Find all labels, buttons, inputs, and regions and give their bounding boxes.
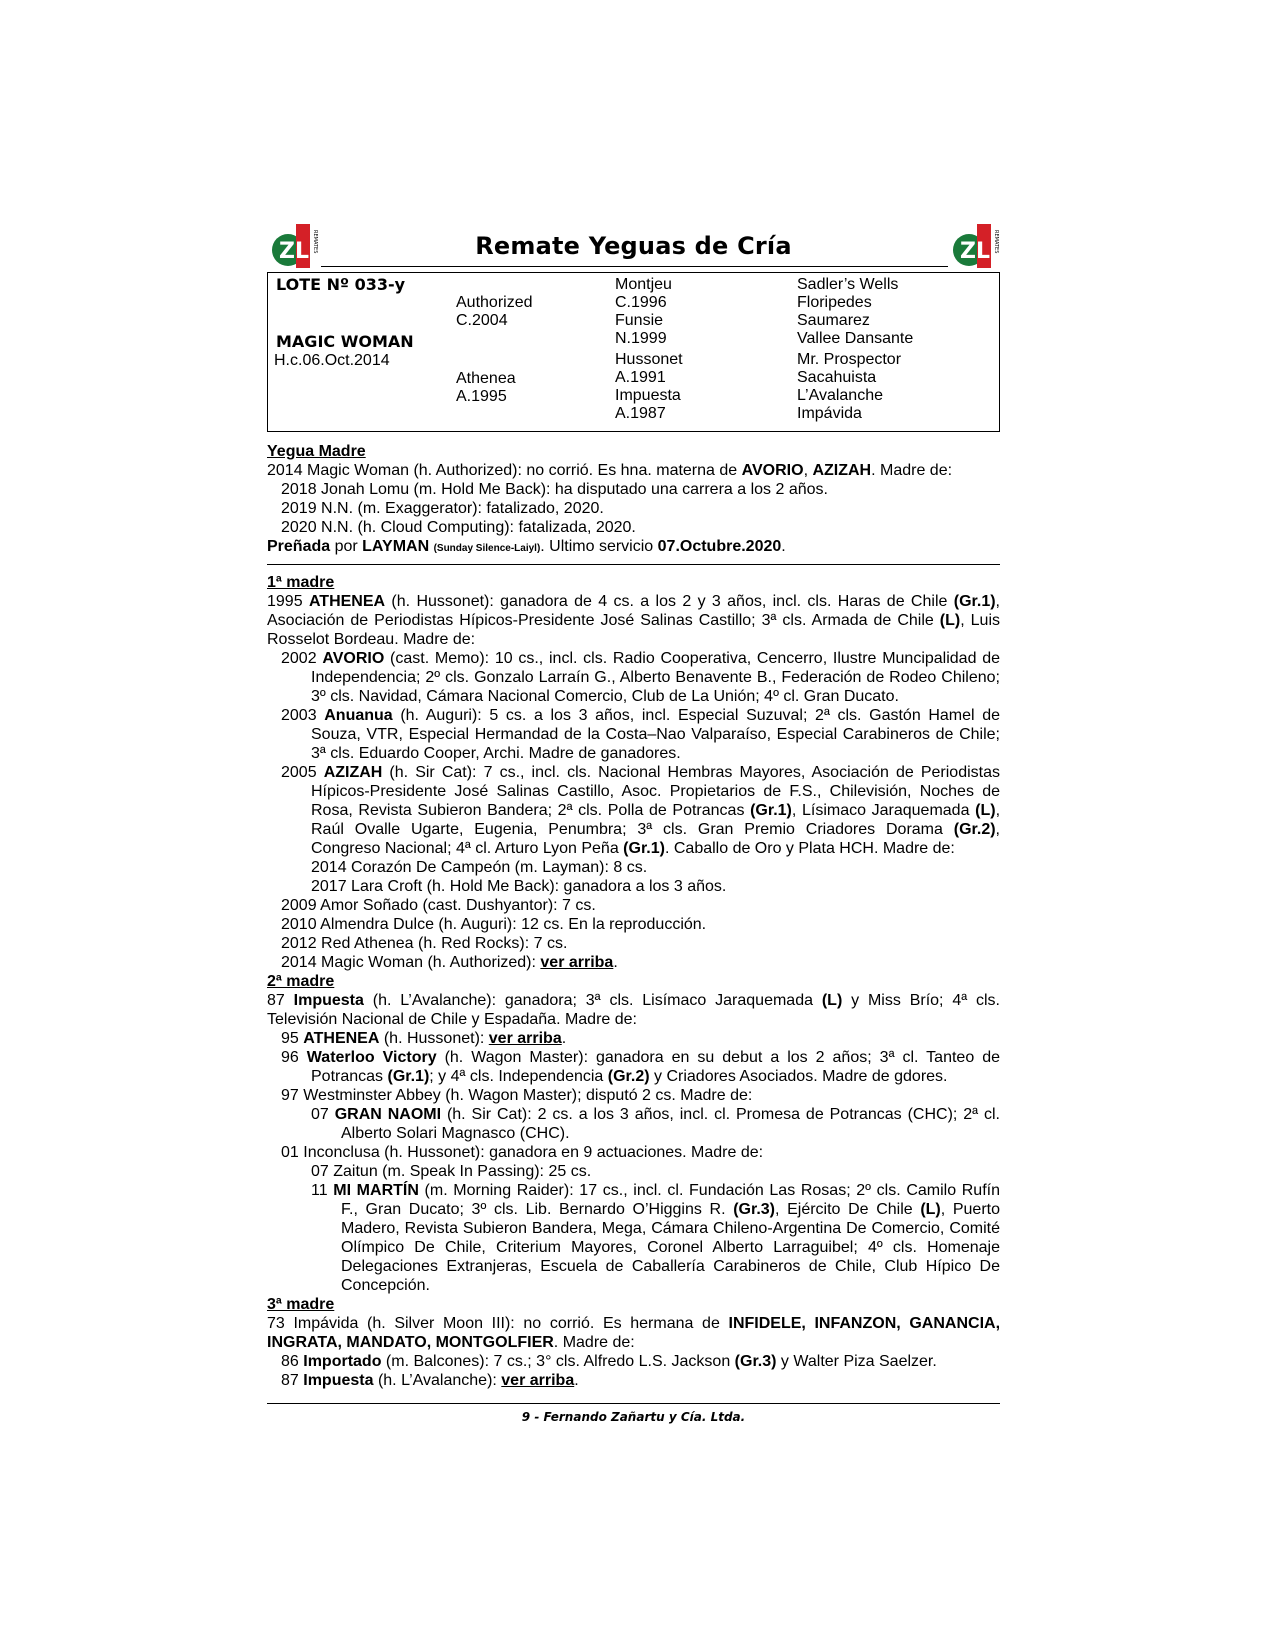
document-page	[267, 222, 1000, 1427]
svg-text:L: L	[976, 239, 991, 264]
list-item: 07 GRAN NAOMI (h. Sir Cat): 2 cs. a los 3 años, incl. cl. Promesa de Potrancas (CHC); 2ª cl. Alberto Solari Magnasco (CHC).	[311, 1106, 1000, 1142]
list-item: 86 Importado (m. Balcones): 7 cs.; 3° cls. Alfredo L.S. Jackson (Gr.3) y Walter Piza Saelzer.	[281, 1353, 937, 1370]
footer-rule	[267, 1403, 1000, 1404]
list-item: 2014 Corazón De Campeón (m. Layman): 8 cs.	[311, 859, 648, 876]
ver-arriba-link: ver arriba	[501, 1372, 575, 1389]
section-divider	[267, 564, 1000, 565]
svg-text:L: L	[295, 239, 310, 264]
svg-text:REMATES: REMATES	[312, 230, 318, 254]
grandparent-year: N.1999	[615, 330, 667, 347]
list-item: 96 Waterloo Victory (h. Wagon Master): ganadora en su debut a los 2 años; 3ª cl. Tanteo de Potrancas (Gr.1); y 4ª cls. Independencia (Gr.2) y Criadores Asociados. Madre de gdores.	[281, 1049, 1001, 1085]
second-dam-text: 87 Impuesta (h. L’Avalanche): ganadora; 3ª cls. Lisímaco Jaraquemada (L) y Miss Brío; 4ª cls. Televisión Nacional de Chile y Espadaña. Madre de:	[267, 992, 1000, 1028]
sire: Authorized	[456, 294, 533, 311]
third-dam-text: 73 Impávida (h. Silver Moon III): no corrió. Es hermana de INFIDELE, INFANZON, GANANCIA, INGRATA, MANDATO, MONTGOLFIER. Madre de:	[267, 1315, 1001, 1351]
horse-name: MAGIC WOMAN	[276, 332, 414, 351]
list-item: 2012 Red Athenea (h. Red Rocks): 7 cs.	[281, 935, 568, 952]
section-heading-second-dam: 2ª madre	[267, 973, 335, 990]
grandparent: Impuesta	[615, 387, 681, 404]
list-item: 95 ATHENEA (h. Hussonet): ver arriba.	[281, 1030, 567, 1047]
horse-description: H.c.06.Oct.2014	[274, 352, 390, 369]
great-grandparent: Impávida	[797, 405, 862, 422]
ver-arriba-link: ver arriba	[540, 954, 614, 971]
yegua-madre-intro: 2014 Magic Woman (h. Authorized): no corrió. Es hna. materna de AVORIO, AZIZAH. Madre de:	[267, 462, 953, 479]
great-grandparent: Sacahuista	[797, 369, 877, 386]
document-title: Remate Yeguas de Cría	[475, 232, 792, 260]
page-footer: 9 - Fernando Zañartu y Cía. Ltda.	[521, 1410, 746, 1424]
svg-text:Z: Z	[279, 239, 295, 264]
document-body	[267, 442, 1000, 1427]
list-item: 97 Westminster Abbey (h. Wagon Master); disputó 2 cs. Madre de:	[281, 1087, 753, 1104]
list-item: 2003 Anuanua (h. Auguri): 5 cs. a los 3 años, incl. Especial Suzuval; 2ª cls. Gastón Hamel de Souza, VTR, Especial Hermandad de la Costa–Nao Valparaíso, Especial Carabineros de Chile; 3ª cls. Eduardo Cooper, Archi. Madre de ganadores.	[281, 707, 1001, 762]
great-grandparent: Saumarez	[797, 312, 870, 329]
section-heading-yegua-madre: Yegua Madre	[267, 443, 366, 460]
great-grandparent: Floripedes	[797, 294, 872, 311]
section-heading-first-dam: 1ª madre	[267, 574, 335, 591]
section-heading-third-dam: 3ª madre	[267, 1296, 335, 1313]
lot-number: LOTE Nº 033-y	[276, 275, 406, 294]
list-item: 2014 Magic Woman (h. Authorized): ver arriba.	[281, 954, 618, 971]
list-item: 07 Zaitun (m. Speak In Passing): 25 cs.	[311, 1163, 592, 1180]
pedigree-table	[267, 272, 1000, 432]
grandparent: Hussonet	[615, 351, 683, 368]
page-header	[267, 222, 1000, 274]
svg-text:Z: Z	[960, 239, 976, 264]
list-item: 87 Impuesta (h. L’Avalanche): ver arriba.	[281, 1372, 579, 1389]
svg-text:REMATES: REMATES	[993, 230, 999, 254]
grandparent-year: A.1987	[615, 405, 666, 422]
ver-arriba-link: ver arriba	[488, 1030, 562, 1047]
header-rule	[321, 266, 948, 267]
list-item: 2009 Amor Soñado (cast. Dushyantor): 7 cs.	[281, 897, 596, 914]
list-item: 2017 Lara Croft (h. Hold Me Back): ganadora a los 3 años.	[311, 878, 727, 895]
zl-remates-logo	[950, 222, 1000, 270]
pregnancy-line: Preñada por LAYMAN (Sunday Silence-Laiyl). Ultimo servicio 07.Octubre.2020.	[267, 538, 786, 555]
great-grandparent: L’Avalanche	[797, 387, 883, 404]
list-item: 2018 Jonah Lomu (m. Hold Me Back): ha disputado una carrera a los 2 años.	[281, 481, 828, 498]
grandparent: Funsie	[615, 312, 664, 329]
list-item: 2020 N.N. (h. Cloud Computing): fatalizada, 2020.	[281, 519, 636, 536]
dam-year: A.1995	[456, 388, 507, 405]
grandparent-year: A.1991	[615, 369, 666, 386]
first-dam-text: 1995 ATHENEA (h. Hussonet): ganadora de 4 cs. a los 2 y 3 años, incl. cls. Haras de Chile (Gr.1), Asociación de Periodistas Hípicos-Presidente José Salinas Castillo; 3ª cls. Armada de Chile (L), Luis Rosselot Bordeau. Madre de:	[267, 593, 1001, 648]
list-item: 2005 AZIZAH (h. Sir Cat): 7 cs., incl. cls. Nacional Hembras Mayores, Asociación de Periodistas Hípicos-Presidente José Salinas Castillo, Asoc. Propietarios de F.S., Chilevisión, Noches de Rosa, Revista Subieron Bandera; 2ª cls. Polla de Potrancas (Gr.1), Lísimaco Jaraquemada (L), Raúl Ovalle Ugarte, Eugenia, Penumbra; 3ª cls. Gran Premio Criadores Dorama (Gr.2), Congreso Nacional; 4ª cl. Arturo Lyon Peña (Gr.1). Caballo de Oro y Plata HCH. Madre de:	[281, 764, 1001, 857]
list-item: 2002 AVORIO (cast. Memo): 10 cs., incl. cls. Radio Cooperativa, Cencerro, Ilustre Muncipalidad de Independencia; 2º cls. Gonzalo Larraín G., Alberto Benavente B., Federación de Rodeo Chileno; 3º cls. Navidad, Cámara Nacional Comercio, Club de La Unión; 4º cl. Gran Ducato.	[281, 650, 1001, 705]
great-grandparent: Vallee Dansante	[797, 330, 914, 347]
list-item: 2019 N.N. (m. Exaggerator): fatalizado, 2020.	[281, 500, 604, 517]
dam: Athenea	[456, 370, 516, 387]
grandparent: Montjeu	[615, 276, 672, 293]
list-item: 2010 Almendra Dulce (h. Auguri): 12 cs. En la reproducción.	[281, 916, 707, 933]
list-item: 11 MI MARTÍN (m. Morning Raider): 17 cs., incl. cl. Fundación Las Rosas; 2º cls. Camilo Rufín F., Gran Ducato; 3º cls. Lib. Bernardo O’Higgins R. (Gr.3), Ejército De Chile (L), Puerto Madero, Revista Subieron Bandera, Mega, Cámara Chileno-Argentina De Comercio, Comité Olímpico De Chile, Criterium Mayores, Coronel Alberto Larraguibel; 4º cls. Homenaje Delegaciones Extranjeras, Escuela de Caballería Carabineros de Chile, Club Hípico De Concepción.	[311, 1182, 1001, 1294]
list-item: 01 Inconclusa (h. Hussonet): ganadora en 9 actuaciones. Madre de:	[281, 1144, 764, 1161]
great-grandparent: Sadler’s Wells	[797, 276, 899, 293]
sire-year: C.2004	[456, 312, 508, 329]
great-grandparent: Mr. Prospector	[797, 351, 902, 368]
grandparent-year: C.1996	[615, 294, 667, 311]
